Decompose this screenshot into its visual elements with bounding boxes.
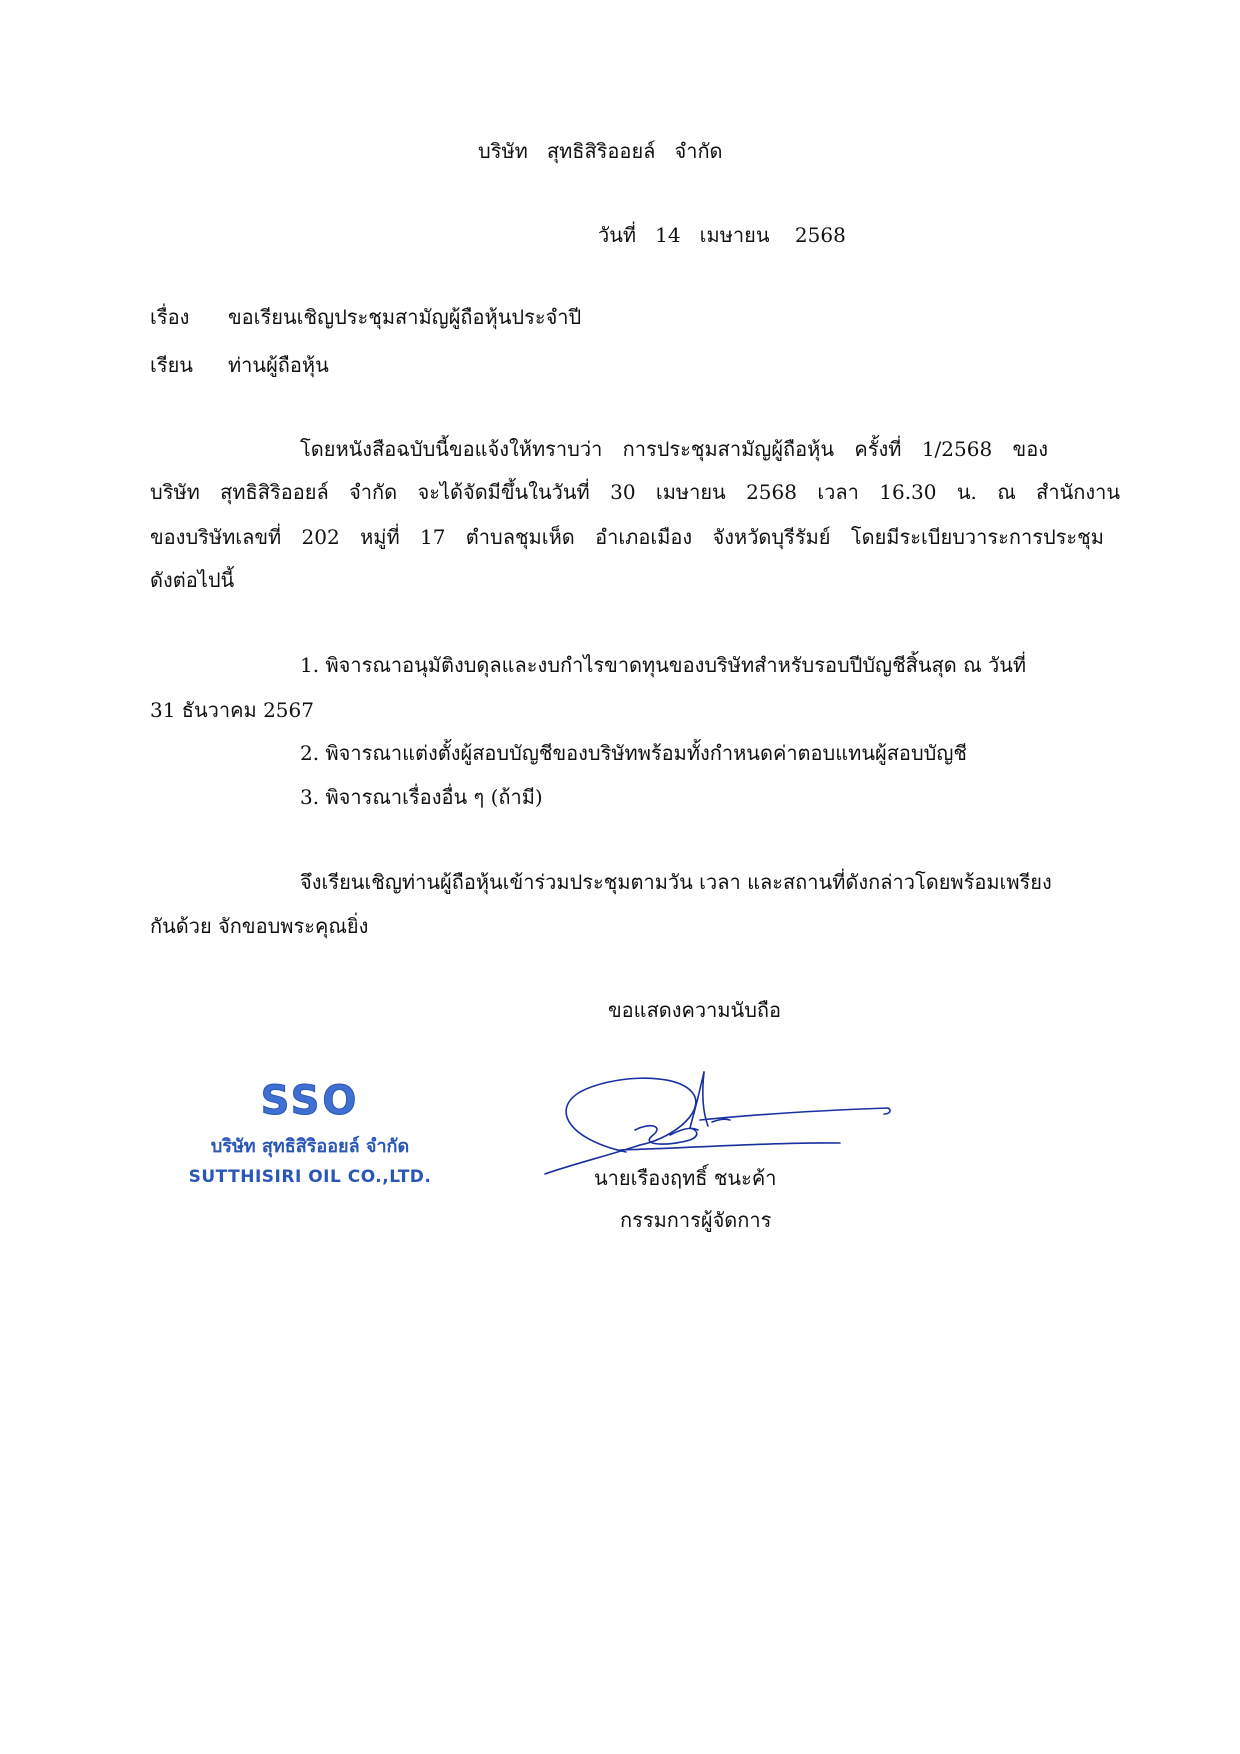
sso-logo: SSO [260,1078,360,1124]
subject-label: เรื่อง [150,305,190,329]
intro-line: โดยหนังสือฉบับนี้ขอแจ้งให้ทราบว่า การประชุมสามัญผู้ถือหุ้น ครั้งที่ 1/2568 ของ [300,437,1048,461]
regards-text: ขอแสดงความนับถือ [608,998,782,1022]
agenda-item: 2. พิจารณาแต่งตั้งผู้สอบบัญชีของบริษัทพร้อมทั้งกำหนดค่าตอบแทนผู้สอบบัญชี [300,741,967,765]
closing-line: จึงเรียนเชิญท่านผู้ถือหุ้นเข้าร่วมประชุมตามวัน เวลา และสถานที่ดังกล่าวโดยพร้อมเพรียง [300,870,1052,894]
agenda-item: 1. พิจารณาอนุมัติงบดุลและงบกำไรขาดทุนของบริษัทสำหรับรอบปีบัญชีสิ้นสุด ณ วันที่ [300,653,1027,677]
intro-line: ดังต่อไปนี้ [150,568,235,592]
closing-line: กันด้วย จักขอบพระคุณยิ่ง [150,914,369,938]
company-stamp [160,1078,460,1192]
stamp-name-th: บริษัท สุทธิสิริออยล์ จำกัด [210,1136,410,1157]
intro-line: ของบริษัทเลขที่ 202 หมู่ที่ 17 ตำบลชุมเห็ด อำเภอเมือง จังหวัดบุรีรัมย์ โดยมีระเบียบวาระการประชุม [150,525,1104,549]
stamp-name-en: SUTTHISIRI OIL CO.,LTD. [188,1167,432,1187]
letter-date: วันที่ 14 เมษายน 2568 [598,223,846,247]
agenda-item: 3. พิจารณาเรื่องอื่น ๆ (ถ้ามี) [300,785,543,809]
to-text: ท่านผู้ถือหุ้น [228,353,329,377]
signer-name: นายเรืองฤทธิ์ ชนะค้า [594,1166,777,1190]
signer-title: กรรมการผู้จัดการ [620,1208,772,1232]
company-header: บริษัท สุทธิสิริออยล์ จำกัด [478,139,723,163]
agenda-item: 31 ธันวาคม 2567 [150,698,314,722]
to-label: เรียน [150,353,193,377]
intro-line: บริษัท สุทธิสิริออยล์ จำกัด จะได้จัดมีขึ้นในวันที่ 30 เมษายน 2568 เวลา 16.30 น. ณ สำนักงาน [150,480,1121,504]
subject-text: ขอเรียนเชิญประชุมสามัญผู้ถือหุ้นประจำปี [228,305,582,329]
